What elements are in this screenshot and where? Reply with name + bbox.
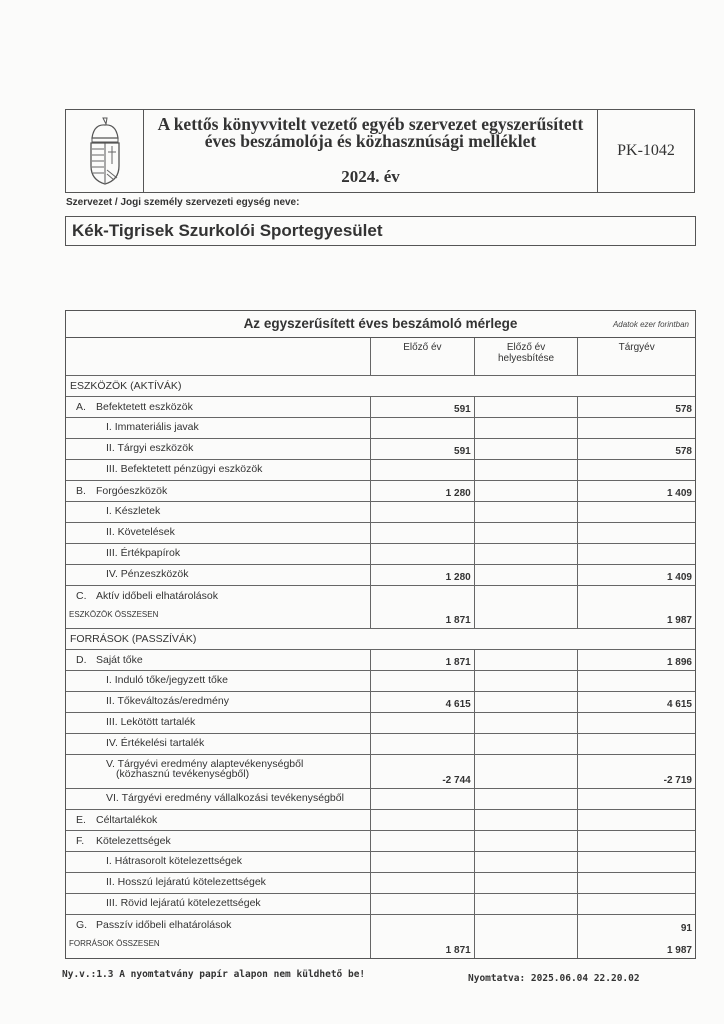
table-row — [66, 894, 695, 915]
value-cell-correction — [475, 915, 579, 936]
value-cell-previous — [371, 544, 475, 564]
value-cell-correction — [475, 873, 579, 893]
report-year: 2024. év — [341, 167, 400, 186]
row-label — [106, 464, 262, 474]
value-cell-previous — [371, 439, 475, 459]
table-row — [66, 810, 695, 831]
row-label — [106, 738, 204, 748]
row-label-line1: III. Befektetett pénzügyi eszközök — [106, 463, 263, 475]
row-label-cell — [66, 831, 371, 851]
row-label-cell — [66, 439, 371, 459]
row-letter: B. — [76, 485, 86, 497]
value-cell-correction — [475, 565, 579, 585]
value-cell-previous — [371, 734, 475, 754]
value-cell-current — [578, 852, 695, 872]
row-label-line1: I. Készletek — [106, 505, 161, 517]
value-cell-correction — [475, 586, 579, 607]
table-row — [66, 544, 695, 565]
value-cell-current — [578, 586, 695, 607]
row-label-line1: II. Tőkeváltozás/eredmény — [106, 695, 229, 707]
value-cell-previous — [371, 810, 475, 830]
liabilities-total-row — [66, 936, 695, 958]
row-label: Saját tőke — [96, 654, 143, 666]
value-cell-previous — [371, 418, 475, 438]
row-label-line1: II. Követelések — [106, 526, 175, 538]
value-cell-current — [578, 439, 695, 459]
value-cell-current — [578, 789, 695, 809]
row-label-cell — [66, 523, 371, 543]
row-label — [106, 856, 242, 866]
title-line-2: éves beszámolója és közhasznúsági melléklet — [204, 131, 537, 151]
value-cell-correction — [475, 502, 579, 522]
organization-label: Szervezet / Jogi személy szervezeti egység neve: — [66, 197, 300, 208]
row-label-line1: I. Hátrasorolt kötelezettségek — [106, 855, 242, 867]
row-label-line1: V. Tárgyévi eredmény alaptevékenységből — [106, 758, 304, 770]
value-cell-previous — [371, 565, 475, 585]
value-cell-correction — [475, 544, 579, 564]
footer-printed-date: Nyomtatva: 2025.06.04 22.20.02 — [468, 973, 640, 984]
value-cell-correction — [475, 789, 579, 809]
row-label-line1: II. Hosszú lejáratú kötelezettségek — [106, 876, 266, 888]
value-cell-previous — [371, 692, 475, 712]
value-cell-current — [578, 671, 695, 691]
row-label — [106, 717, 195, 727]
row-label-cell — [66, 650, 371, 670]
value-cell-current — [578, 755, 695, 788]
value-previous: 1 280 — [445, 572, 471, 583]
row-label — [106, 675, 228, 685]
row-label-line1: I. Induló tőke/jegyzett tőke — [106, 674, 228, 686]
assets-total-current: 1 987 — [666, 615, 692, 626]
value-current: 578 — [675, 404, 692, 415]
row-label — [106, 569, 189, 579]
assets-rows — [66, 397, 695, 607]
row-label-cell — [66, 852, 371, 872]
table-row — [66, 915, 695, 936]
row-label-line1: IV. Pénzeszközök — [106, 568, 189, 580]
table-row — [66, 586, 695, 607]
value-previous: 4 615 — [445, 699, 471, 710]
row-label-line1: VI. Tárgyévi eredmény vállalkozási tevékenységből — [106, 792, 344, 804]
coat-of-arms-icon — [88, 116, 122, 186]
value-cell-correction — [475, 755, 579, 788]
footer-version-note: Ny.v.:1.3 A nyomtatvány papír alapon nem küldhető be! — [62, 969, 366, 980]
value-cell-correction — [475, 810, 579, 830]
row-label — [106, 877, 266, 887]
value-cell-current — [578, 544, 695, 564]
value-previous: 1 280 — [445, 488, 471, 499]
value-cell-current — [578, 894, 695, 914]
value-cell-previous — [371, 852, 475, 872]
assets-total-label: ESZKÖZÖK ÖSSZESEN — [69, 610, 159, 619]
value-cell-correction — [475, 523, 579, 543]
value-cell-previous — [371, 873, 475, 893]
table-row — [66, 460, 695, 481]
value-cell-previous — [371, 460, 475, 480]
table-row — [66, 481, 695, 502]
value-cell-current — [578, 810, 695, 830]
column-header-correction-line1: Előző év — [506, 342, 546, 353]
header-label-cell — [66, 338, 371, 375]
row-label-cell — [66, 544, 371, 564]
value-cell-previous — [371, 831, 475, 851]
value-cell-correction — [475, 713, 579, 733]
column-header-row — [66, 338, 695, 376]
organization-name: Kék-Tigrisek Szurkolói Sportegyesület — [65, 216, 696, 246]
value-cell-current — [578, 650, 695, 670]
table-row — [66, 502, 695, 523]
value-cell-current — [578, 915, 695, 936]
liabilities-heading: FORRÁSOK (PASSZÍVÁK) — [70, 633, 197, 645]
row-label-cell — [66, 502, 371, 522]
value-cell-correction — [475, 650, 579, 670]
value-cell-previous — [371, 502, 475, 522]
assets-total-previous: 1 871 — [445, 615, 471, 626]
row-letter: C. — [76, 590, 87, 602]
balance-sheet-title — [66, 311, 695, 338]
table-row — [66, 671, 695, 692]
row-label: Céltartalékok — [96, 814, 158, 826]
value-cell-previous — [371, 586, 475, 607]
form-header — [65, 109, 695, 193]
liabilities-heading-row — [66, 629, 695, 650]
row-label — [106, 443, 193, 453]
table-row — [66, 565, 695, 586]
row-label: Befektetett eszközök — [96, 401, 193, 413]
value-cell-previous — [371, 789, 475, 809]
row-label-cell — [66, 734, 371, 754]
table-row — [66, 831, 695, 852]
row-letter: E. — [76, 814, 86, 826]
value-cell-current — [578, 481, 695, 501]
value-current: -2 719 — [663, 775, 692, 786]
row-label-cell — [66, 460, 371, 480]
column-header-previous: Előző év — [371, 338, 475, 375]
value-cell-correction — [475, 894, 579, 914]
column-header-current: Tárgyév — [618, 342, 655, 353]
value-cell-correction — [475, 852, 579, 872]
row-label-line1: III. Lekötött tartalék — [106, 716, 196, 728]
row-label-cell — [66, 873, 371, 893]
value-cell-current — [578, 523, 695, 543]
value-cell-current — [578, 873, 695, 893]
value-current: 1 409 — [666, 572, 692, 583]
row-label-cell — [66, 755, 371, 788]
row-label-line2: (közhasznú tevékenységből) — [116, 768, 250, 780]
value-cell-correction — [475, 418, 579, 438]
value-cell-correction — [475, 460, 579, 480]
value-cell-current — [578, 460, 695, 480]
value-cell-previous — [371, 397, 475, 417]
row-label-line1: III. Rövid lejáratú kötelezettségek — [106, 897, 261, 909]
table-row — [66, 873, 695, 894]
value-cell-current — [578, 565, 695, 585]
value-cell-correction — [475, 734, 579, 754]
row-label — [106, 793, 344, 803]
column-header-correction — [475, 338, 579, 375]
table-row — [66, 692, 695, 713]
table-row — [66, 852, 695, 873]
balance-sheet-title-text: Az egyszerűsített éves beszámoló mérlege — [243, 316, 518, 331]
value-cell-previous — [371, 481, 475, 501]
row-label-cell — [66, 789, 371, 809]
row-label — [106, 759, 303, 779]
table-row — [66, 713, 695, 734]
row-label-cell — [66, 481, 371, 501]
form-title — [144, 110, 598, 192]
value-cell-previous — [371, 713, 475, 733]
liabilities-rows — [66, 650, 695, 936]
assets-total-row — [66, 607, 695, 629]
row-label-cell — [66, 586, 371, 607]
value-previous: 591 — [454, 404, 471, 415]
unit-note: Adatok ezer forintban — [612, 320, 689, 329]
row-letter: D. — [76, 654, 87, 666]
liabilities-total-current: 1 987 — [666, 945, 692, 956]
value-current: 4 615 — [666, 699, 692, 710]
column-header-correction-line2: helyesbítése — [497, 353, 555, 364]
row-label-cell — [66, 894, 371, 914]
form-code: PK-1042 — [617, 142, 675, 159]
row-label-line1: II. Tárgyi eszközök — [106, 442, 194, 454]
value-cell-previous — [371, 650, 475, 670]
row-label-cell — [66, 671, 371, 691]
value-previous: 1 871 — [445, 657, 471, 668]
value-cell-current — [578, 502, 695, 522]
table-row — [66, 650, 695, 671]
row-label-cell — [66, 418, 371, 438]
value-current: 1 409 — [666, 488, 692, 499]
row-label — [106, 696, 229, 706]
table-row — [66, 397, 695, 418]
row-label — [106, 548, 180, 558]
value-previous: 591 — [454, 446, 471, 457]
row-label — [106, 898, 261, 908]
assets-heading: ESZKÖZÖK (AKTÍVÁK) — [70, 380, 182, 392]
value-cell-current — [578, 397, 695, 417]
value-cell-previous — [371, 915, 475, 936]
value-previous: -2 744 — [442, 775, 471, 786]
liabilities-total-previous: 1 871 — [445, 945, 471, 956]
value-cell-correction — [475, 671, 579, 691]
value-current: 578 — [675, 446, 692, 457]
table-row — [66, 755, 695, 789]
value-cell-current — [578, 692, 695, 712]
value-cell-current — [578, 418, 695, 438]
row-letter: G. — [76, 919, 88, 931]
value-cell-correction — [475, 397, 579, 417]
crest-cell — [66, 110, 144, 192]
row-label-cell — [66, 810, 371, 830]
row-label-cell — [66, 692, 371, 712]
row-letter: F. — [76, 835, 85, 847]
value-cell-correction — [475, 481, 579, 501]
balance-sheet-table — [65, 310, 696, 959]
row-label-cell — [66, 397, 371, 417]
row-label-cell — [66, 565, 371, 585]
assets-heading-row — [66, 376, 695, 397]
liabilities-total-label: FORRÁSOK ÖSSZESEN — [69, 939, 160, 948]
table-row — [66, 418, 695, 439]
row-letter: A. — [76, 401, 86, 413]
title-line-1: A kettős könyvvitelt vezető egyéb szervezet egyszerűsített — [157, 114, 584, 134]
value-cell-current — [578, 713, 695, 733]
row-label-line1: IV. Értékelési tartalék — [106, 737, 205, 749]
row-label-line1: I. Immateriális javak — [106, 421, 199, 433]
value-cell-correction — [475, 439, 579, 459]
value-current: 91 — [680, 923, 692, 934]
row-label-cell — [66, 915, 371, 936]
row-label-line1: III. Értékpapírok — [106, 547, 181, 559]
value-cell-correction — [475, 692, 579, 712]
table-row — [66, 789, 695, 810]
row-label: Kötelezettségek — [96, 835, 171, 847]
value-cell-correction — [475, 831, 579, 851]
table-row — [66, 523, 695, 544]
value-cell-previous — [371, 755, 475, 788]
table-row — [66, 734, 695, 755]
row-label: Aktív időbeli elhatárolások — [96, 590, 218, 602]
table-row — [66, 439, 695, 460]
row-label — [106, 506, 160, 516]
row-label-cell — [66, 713, 371, 733]
value-cell-current — [578, 734, 695, 754]
value-current: 1 896 — [666, 657, 692, 668]
row-label — [106, 527, 175, 537]
row-label: Passzív időbeli elhatárolások — [96, 919, 232, 931]
row-label: Forgóeszközök — [96, 485, 168, 497]
value-cell-previous — [371, 671, 475, 691]
value-cell-previous — [371, 894, 475, 914]
value-cell-current — [578, 831, 695, 851]
value-cell-previous — [371, 523, 475, 543]
row-label — [106, 422, 199, 432]
